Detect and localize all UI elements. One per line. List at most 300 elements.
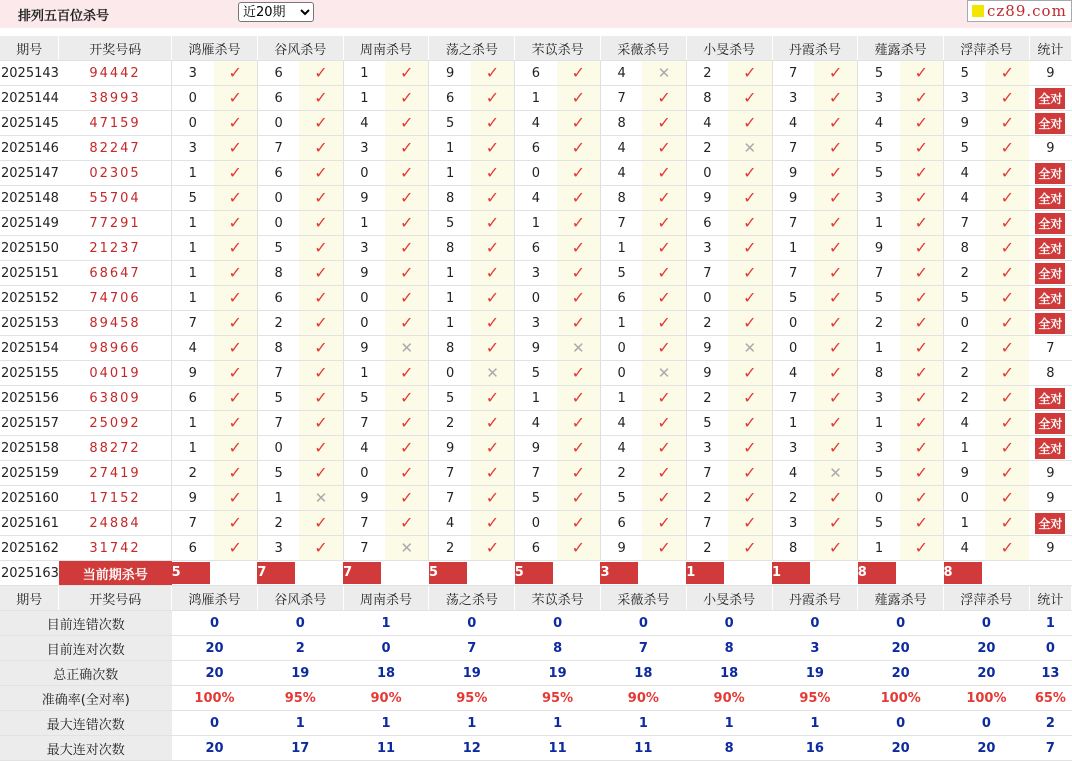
result-cell (728, 461, 772, 486)
check-icon: ✓ (657, 162, 671, 182)
check-icon: ✓ (314, 237, 328, 257)
result-cell (985, 61, 1029, 86)
summary-value: 18 (686, 661, 772, 686)
result-cell (814, 336, 858, 361)
result-cell (471, 261, 515, 286)
result-cell (814, 86, 858, 111)
draw-number-cell: 94442 (59, 61, 172, 86)
stat-cell (1029, 86, 1071, 111)
result-cell (385, 161, 429, 186)
check-icon: ✓ (228, 437, 242, 457)
kill-value-cell: 0 (772, 336, 814, 361)
result-cell (642, 461, 686, 486)
summary-stat-value: 2 (1029, 711, 1071, 736)
summary-value: 1 (772, 711, 858, 736)
period-select[interactable] (238, 2, 314, 22)
result-cell (385, 136, 429, 161)
kill-value-cell: 1 (429, 311, 471, 336)
kill-value-cell: 4 (858, 111, 900, 136)
kill-value-cell: 8 (600, 186, 642, 211)
result-cell (985, 511, 1029, 536)
kill-value-cell: 2 (686, 386, 728, 411)
kill-value-cell: 9 (343, 186, 385, 211)
summary-value: 19 (429, 661, 515, 686)
check-icon: ✓ (228, 362, 242, 382)
check-icon: ✓ (571, 212, 585, 232)
col-header-method: 鸿雁杀号 (172, 586, 258, 611)
current-stat-cell (1029, 561, 1071, 586)
kill-value-cell: 8 (772, 536, 814, 561)
result-cell (299, 511, 343, 536)
kill-value-cell: 7 (600, 86, 642, 111)
kill-value-cell: 9 (515, 436, 557, 461)
check-icon: ✓ (314, 537, 328, 557)
result-cell (728, 161, 772, 186)
summary-value: 8 (686, 636, 772, 661)
summary-label: 最大连错次数 (0, 711, 172, 736)
current-kill-value: 5 (172, 562, 210, 584)
result-cell (557, 211, 601, 236)
result-cell (471, 161, 515, 186)
check-icon: ✓ (743, 537, 757, 557)
kill-value-cell: 7 (772, 386, 814, 411)
check-icon: ✓ (828, 537, 843, 557)
summary-value: 1 (686, 711, 772, 736)
table-row (0, 311, 1072, 336)
kill-value-cell: 4 (944, 411, 986, 436)
col-header-method: 浮萍杀号 (944, 586, 1030, 611)
check-icon: ✓ (400, 462, 414, 482)
result-cell (900, 286, 944, 311)
check-icon: ✓ (314, 337, 328, 357)
result-cell (557, 111, 601, 136)
kill-value-cell: 0 (172, 86, 214, 111)
result-cell (985, 86, 1029, 111)
result-cell (814, 161, 858, 186)
result-cell (471, 461, 515, 486)
result-cell (299, 186, 343, 211)
check-icon: ✓ (743, 62, 757, 82)
kill-value-cell: 2 (257, 311, 299, 336)
result-cell (471, 411, 515, 436)
draw-number-cell: 63809 (59, 386, 172, 411)
check-icon: ✓ (657, 312, 671, 332)
check-icon: ✓ (400, 387, 414, 407)
col-header-period: 期号 (0, 36, 59, 61)
summary-value: 0 (858, 611, 944, 636)
check-icon: ✓ (743, 112, 757, 132)
result-cell (814, 311, 858, 336)
current-kill-value: 8 (944, 562, 982, 584)
result-cell (299, 286, 343, 311)
result-cell (471, 436, 515, 461)
period-cell: 2025156 (0, 386, 59, 411)
kill-value-cell: 2 (944, 336, 986, 361)
check-icon: ✓ (1000, 87, 1015, 107)
result-cell (642, 211, 686, 236)
kill-value-cell: 1 (858, 336, 900, 361)
kill-value-cell: 1 (600, 386, 642, 411)
result-cell (642, 511, 686, 536)
result-cell (214, 536, 258, 561)
draw-number-cell: 31742 (59, 536, 172, 561)
period-cell: 2025148 (0, 186, 59, 211)
kill-value-cell: 0 (257, 186, 299, 211)
table-row (0, 411, 1072, 436)
kill-value-cell: 4 (600, 61, 642, 86)
result-cell (385, 411, 429, 436)
result-cell (299, 536, 343, 561)
check-icon: ✓ (485, 62, 500, 82)
check-icon: ✓ (571, 312, 585, 332)
current-kill-cell (343, 561, 429, 586)
check-icon: ✓ (743, 462, 757, 482)
table-row (0, 86, 1072, 111)
check-icon: ✓ (1000, 137, 1015, 157)
kill-value-cell: 6 (515, 61, 557, 86)
all-correct-badge: 全对 (1035, 113, 1065, 134)
result-cell (471, 311, 515, 336)
result-cell (728, 436, 772, 461)
check-icon: ✓ (1000, 462, 1015, 482)
result-cell (642, 261, 686, 286)
all-correct-badge: 全对 (1035, 263, 1065, 284)
result-cell (985, 161, 1029, 186)
check-icon: ✓ (400, 437, 414, 457)
period-cell: 2025159 (0, 461, 59, 486)
result-cell (299, 86, 343, 111)
kill-value-cell: 4 (515, 186, 557, 211)
check-icon: ✓ (1000, 187, 1015, 207)
result-cell (385, 61, 429, 86)
check-icon: ✓ (400, 62, 414, 82)
kill-value-cell: 2 (172, 461, 214, 486)
table-row (0, 111, 1072, 136)
kill-value-cell: 1 (172, 411, 214, 436)
kill-value-cell: 0 (600, 336, 642, 361)
col-header-method: 芣苡杀号 (515, 36, 601, 61)
cross-icon: ✕ (743, 138, 757, 157)
result-cell (385, 511, 429, 536)
kill-value-cell: 4 (772, 461, 814, 486)
kill-value-cell: 7 (772, 61, 814, 86)
summary-value: 0 (429, 611, 515, 636)
kill-value-cell: 7 (944, 211, 986, 236)
stat-cell: 9 (1029, 536, 1071, 561)
check-icon: ✓ (743, 87, 757, 107)
check-icon: ✓ (914, 387, 929, 407)
check-icon: ✓ (1000, 387, 1015, 407)
check-icon: ✓ (400, 412, 414, 432)
check-icon: ✓ (485, 162, 500, 182)
check-icon: ✓ (485, 312, 500, 332)
check-icon: ✓ (657, 187, 671, 207)
check-icon: ✓ (743, 487, 757, 507)
check-icon: ✓ (400, 187, 414, 207)
check-icon: ✓ (1000, 337, 1015, 357)
kill-value-cell: 7 (257, 361, 299, 386)
kill-value-cell: 4 (600, 161, 642, 186)
summary-value: 0 (944, 611, 1030, 636)
kill-value-cell: 8 (944, 236, 986, 261)
result-cell (900, 186, 944, 211)
check-icon: ✓ (743, 512, 757, 532)
kill-value-cell: 8 (429, 236, 471, 261)
kill-value-cell: 1 (600, 236, 642, 261)
check-icon: ✓ (485, 287, 500, 307)
check-icon: ✓ (228, 62, 242, 82)
summary-value: 90% (600, 686, 686, 711)
kill-value-cell: 4 (772, 361, 814, 386)
check-icon: ✓ (743, 437, 757, 457)
check-icon: ✓ (828, 137, 843, 157)
draw-number-cell: 74706 (59, 286, 172, 311)
current-kill-cell (944, 561, 1030, 586)
result-cell (728, 411, 772, 436)
check-icon: ✓ (743, 287, 757, 307)
check-icon: ✓ (400, 112, 414, 132)
kill-value-cell: 6 (515, 236, 557, 261)
check-icon: ✓ (485, 537, 500, 557)
result-cell (557, 536, 601, 561)
kill-number-table (0, 36, 1072, 761)
kill-value-cell: 6 (172, 536, 214, 561)
kill-value-cell: 2 (686, 136, 728, 161)
summary-value: 20 (172, 661, 258, 686)
col-header-number: 开奖号码 (59, 36, 172, 61)
result-cell (642, 311, 686, 336)
check-icon: ✓ (314, 162, 328, 182)
check-icon: ✓ (571, 237, 585, 257)
summary-stat-value: 13 (1029, 661, 1071, 686)
result-cell (900, 136, 944, 161)
kill-value-cell: 1 (172, 261, 214, 286)
col-header-period: 期号 (0, 586, 59, 611)
result-cell (385, 111, 429, 136)
col-header-method: 浮萍杀号 (944, 36, 1030, 61)
kill-value-cell: 1 (343, 211, 385, 236)
result-cell (214, 336, 258, 361)
table-row (0, 161, 1072, 186)
result-cell (557, 486, 601, 511)
result-cell (728, 211, 772, 236)
result-cell (728, 236, 772, 261)
col-header-method: 荡之杀号 (429, 586, 515, 611)
result-cell (214, 111, 258, 136)
result-cell (642, 411, 686, 436)
kill-value-cell: 9 (944, 461, 986, 486)
result-cell (814, 286, 858, 311)
result-cell (642, 111, 686, 136)
draw-number-cell: 02305 (59, 161, 172, 186)
result-cell (985, 261, 1029, 286)
result-cell (471, 511, 515, 536)
check-icon: ✓ (228, 262, 242, 282)
kill-value-cell: 6 (600, 511, 642, 536)
kill-value-cell: 1 (172, 211, 214, 236)
result-cell (900, 436, 944, 461)
kill-value-cell: 7 (257, 136, 299, 161)
summary-value: 16 (772, 736, 858, 761)
result-cell (299, 411, 343, 436)
period-cell: 2025158 (0, 436, 59, 461)
kill-value-cell: 0 (172, 111, 214, 136)
period-cell: 2025149 (0, 211, 59, 236)
check-icon: ✓ (914, 412, 929, 432)
result-cell (214, 311, 258, 336)
draw-number-cell: 55704 (59, 186, 172, 211)
stat-cell: 7 (1029, 336, 1071, 361)
summary-value: 1 (257, 711, 343, 736)
kill-value-cell: 5 (429, 211, 471, 236)
kill-value-cell: 7 (172, 511, 214, 536)
result-cell (985, 436, 1029, 461)
summary-row (0, 661, 1072, 686)
check-icon: ✓ (485, 512, 500, 532)
kill-value-cell: 6 (429, 86, 471, 111)
result-cell (557, 261, 601, 286)
summary-value: 20 (944, 636, 1030, 661)
result-cell (214, 211, 258, 236)
summary-value: 19 (772, 661, 858, 686)
check-icon: ✓ (1000, 412, 1015, 432)
summary-value: 0 (686, 611, 772, 636)
kill-value-cell: 2 (257, 511, 299, 536)
site-logo[interactable] (967, 0, 1072, 22)
check-icon: ✓ (914, 287, 929, 307)
kill-value-cell: 0 (686, 161, 728, 186)
result-cell (814, 236, 858, 261)
check-icon: ✓ (314, 112, 328, 132)
check-icon: ✓ (743, 262, 757, 282)
kill-value-cell: 9 (343, 261, 385, 286)
check-icon: ✓ (571, 187, 585, 207)
result-cell (385, 436, 429, 461)
summary-header-row (0, 586, 1072, 611)
result-cell (299, 136, 343, 161)
result-cell (214, 386, 258, 411)
kill-value-cell: 0 (343, 311, 385, 336)
check-icon: ✓ (743, 362, 757, 382)
col-header-method: 小旻杀号 (686, 36, 772, 61)
result-cell (299, 161, 343, 186)
current-kill-cell (686, 561, 772, 586)
check-icon: ✓ (314, 212, 328, 232)
kill-value-cell: 9 (858, 236, 900, 261)
check-icon: ✓ (914, 87, 929, 107)
kill-value-cell: 1 (257, 486, 299, 511)
kill-value-cell: 6 (257, 161, 299, 186)
check-icon: ✓ (1000, 162, 1015, 182)
check-icon: ✓ (571, 487, 585, 507)
kill-value-cell: 3 (858, 86, 900, 111)
result-cell (385, 461, 429, 486)
kill-value-cell: 4 (172, 336, 214, 361)
check-icon: ✓ (228, 387, 242, 407)
summary-value: 20 (858, 661, 944, 686)
check-icon: ✓ (743, 162, 757, 182)
result-cell (214, 411, 258, 436)
table-row (0, 261, 1072, 286)
period-cell: 2025143 (0, 61, 59, 86)
result-cell (900, 461, 944, 486)
kill-value-cell: 2 (686, 311, 728, 336)
all-correct-badge: 全对 (1035, 188, 1065, 209)
check-icon: ✓ (314, 437, 328, 457)
period-cell: 2025144 (0, 86, 59, 111)
draw-number-cell: 17152 (59, 486, 172, 511)
period-cell: 2025146 (0, 136, 59, 161)
kill-value-cell: 0 (515, 286, 557, 311)
period-cell: 2025160 (0, 486, 59, 511)
kill-value-cell: 3 (343, 136, 385, 161)
check-icon: ✓ (828, 387, 843, 407)
check-icon: ✓ (914, 312, 929, 332)
result-cell (557, 161, 601, 186)
period-cell: 2025145 (0, 111, 59, 136)
all-correct-badge: 全对 (1035, 513, 1065, 534)
table-row (0, 136, 1072, 161)
kill-value-cell: 1 (858, 536, 900, 561)
result-cell (728, 261, 772, 286)
kill-value-cell: 5 (257, 461, 299, 486)
summary-value: 8 (686, 736, 772, 761)
kill-value-cell: 1 (858, 411, 900, 436)
kill-value-cell: 4 (944, 161, 986, 186)
table-row (0, 186, 1072, 211)
check-icon: ✓ (571, 137, 585, 157)
kill-value-cell: 0 (686, 286, 728, 311)
kill-value-cell: 9 (944, 111, 986, 136)
check-icon: ✓ (657, 462, 671, 482)
check-icon: ✓ (228, 412, 242, 432)
all-correct-badge: 全对 (1035, 313, 1065, 334)
stat-cell (1029, 311, 1071, 336)
summary-value: 20 (858, 636, 944, 661)
kill-value-cell: 1 (343, 61, 385, 86)
kill-value-cell: 1 (172, 236, 214, 261)
check-icon: ✓ (828, 337, 843, 357)
summary-value: 0 (772, 611, 858, 636)
result-cell (642, 386, 686, 411)
summary-value: 20 (944, 736, 1030, 761)
result-cell (471, 61, 515, 86)
kill-value-cell: 6 (515, 536, 557, 561)
summary-value: 12 (429, 736, 515, 761)
summary-value: 0 (944, 711, 1030, 736)
col-header-method: 鸿雁杀号 (172, 36, 258, 61)
check-icon: ✓ (1000, 212, 1015, 232)
kill-value-cell: 5 (858, 161, 900, 186)
kill-value-cell: 4 (515, 411, 557, 436)
kill-value-cell: 1 (944, 436, 986, 461)
result-cell (900, 261, 944, 286)
check-icon: ✓ (228, 162, 242, 182)
check-icon: ✓ (914, 337, 929, 357)
check-icon: ✓ (400, 162, 414, 182)
kill-value-cell: 9 (515, 336, 557, 361)
check-icon: ✓ (571, 112, 585, 132)
summary-value: 7 (429, 636, 515, 661)
check-icon: ✓ (571, 512, 585, 532)
result-cell (471, 336, 515, 361)
kill-value-cell: 9 (429, 436, 471, 461)
check-icon: ✓ (828, 237, 843, 257)
check-icon: ✓ (485, 487, 500, 507)
col-header-stat: 统计 (1029, 36, 1071, 61)
result-cell (814, 136, 858, 161)
table-row (0, 511, 1072, 536)
